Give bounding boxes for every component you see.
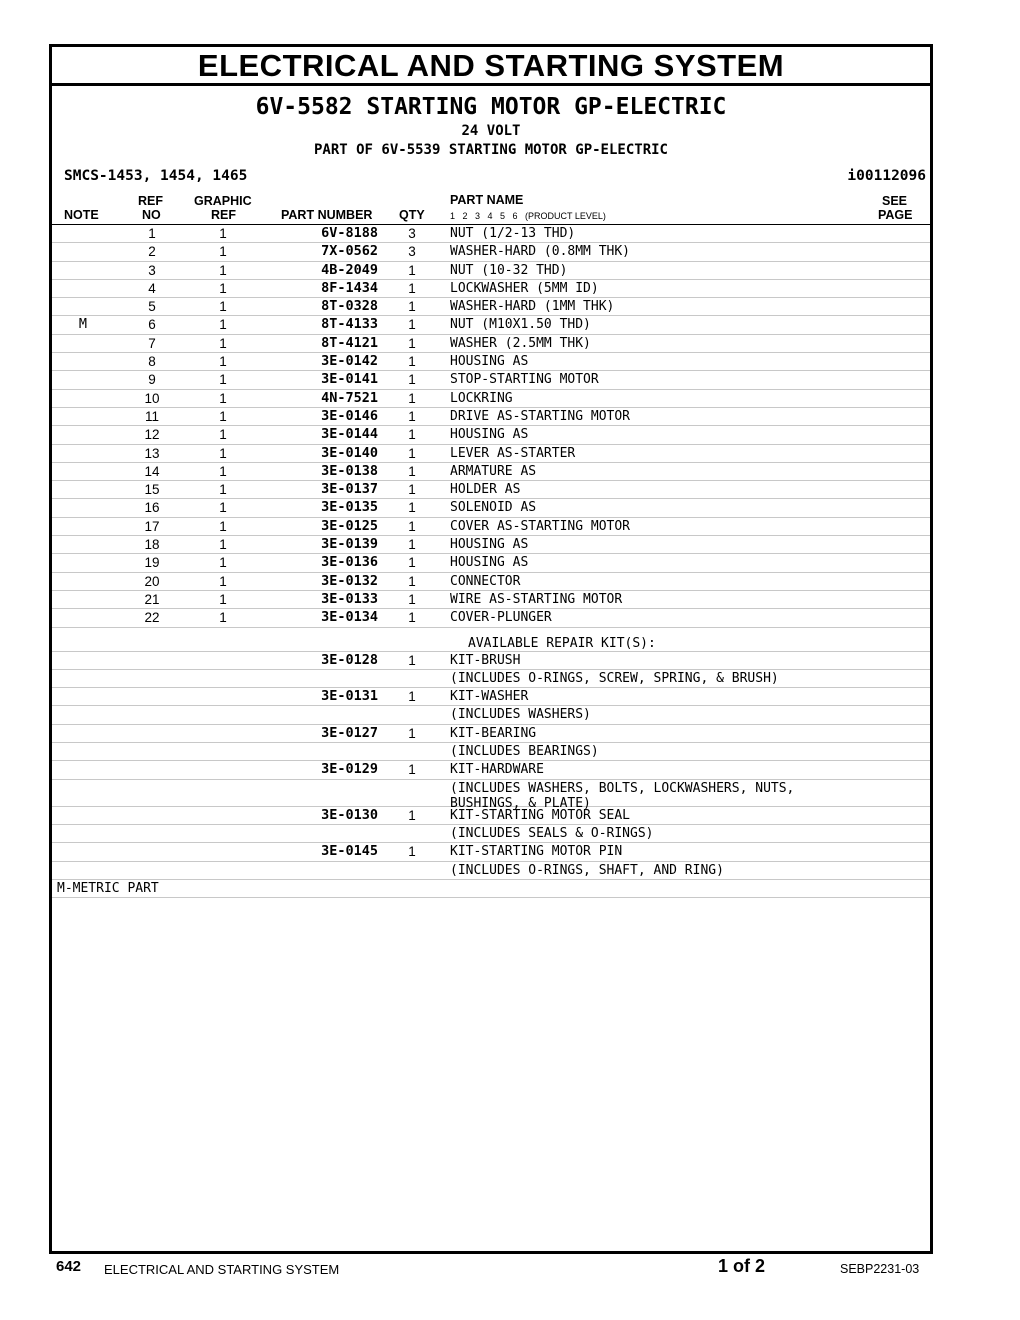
qty-cell: 1 — [408, 591, 416, 607]
repair-kits-heading: AVAILABLE REPAIR KIT(S): — [468, 635, 656, 651]
table-row — [52, 652, 930, 670]
ref-no-cell: 21 — [144, 591, 160, 607]
qty-cell: 1 — [408, 537, 416, 553]
part-number-cell: 3E-0136 — [321, 554, 378, 571]
graphic-ref-cell: 1 — [219, 573, 227, 589]
graphic-ref-cell: 1 — [219, 280, 227, 296]
table-row — [52, 316, 930, 334]
col-see-bottom: PAGE — [878, 208, 913, 222]
part-name-cell: HOLDER AS — [450, 482, 521, 498]
kit-includes-cell: (INCLUDES O-RINGS, SCREW, SPRING, & BRUSH) — [450, 670, 779, 686]
table-row — [52, 353, 930, 371]
graphic-ref-cell: 1 — [219, 555, 227, 571]
qty-cell: 1 — [408, 610, 416, 626]
table-row — [52, 298, 930, 316]
graphic-ref-cell: 1 — [219, 262, 227, 278]
part-name-cell: LOCKRING — [450, 390, 513, 406]
kit-part-number-cell: 3E-0130 — [321, 806, 378, 823]
part-name-cell: WIRE AS-STARTING MOTOR — [450, 591, 623, 607]
graphic-ref-cell: 1 — [219, 335, 227, 351]
ref-no-cell: 12 — [144, 427, 160, 443]
qty-cell: 1 — [408, 427, 416, 443]
kit-qty-cell: 1 — [408, 807, 416, 823]
graphic-ref-cell: 1 — [219, 482, 227, 498]
part-name-cell: NUT (M10X1.50 THD) — [450, 317, 591, 333]
kit-name-cell: KIT-STARTING MOTOR SEAL — [450, 807, 631, 823]
kit-qty-cell: 1 — [408, 844, 416, 860]
table-row — [52, 499, 930, 517]
col-qty: QTY — [399, 208, 425, 222]
note-cell: M — [78, 316, 88, 333]
table-row — [52, 243, 930, 261]
kit-qty-cell: 1 — [408, 689, 416, 705]
part-number-cell: 3E-0125 — [321, 517, 378, 534]
part-name-cell: COVER-PLUNGER — [450, 610, 552, 626]
part-name-cell: LOCKWASHER (5MM ID) — [450, 280, 599, 296]
part-number-cell: 8F-1434 — [321, 279, 378, 296]
qty-cell: 1 — [408, 482, 416, 498]
table-row — [52, 843, 930, 861]
ref-no-cell: 15 — [144, 482, 160, 498]
graphic-ref-cell: 1 — [219, 390, 227, 406]
part-number-cell: 3E-0141 — [321, 371, 378, 388]
part-name-cell: WASHER-HARD (1MM THK) — [450, 299, 615, 315]
qty-cell: 1 — [408, 518, 416, 534]
parts-table — [52, 225, 930, 898]
table-row — [52, 371, 930, 389]
kit-name-cell: KIT-WASHER — [450, 689, 529, 705]
kit-includes-cell: (INCLUDES WASHERS, BOLTS, LOCKWASHERS, NUTS, BUSHINGS, & PLATE) — [450, 780, 795, 811]
ref-no-cell: 14 — [144, 463, 160, 479]
kit-includes-cell: (INCLUDES SEALS & O-RINGS) — [450, 825, 654, 841]
part-name-cell: NUT (1/2-13 THD) — [450, 226, 576, 241]
col-product-level: 1 2 3 4 5 6 (PRODUCT LEVEL) — [450, 211, 606, 221]
table-row — [52, 880, 930, 898]
kit-includes-cell: (INCLUDES WASHERS) — [450, 707, 591, 723]
parts-page-frame — [49, 44, 933, 1254]
table-row — [52, 628, 930, 652]
qty-cell: 1 — [408, 280, 416, 296]
kit-part-number-cell: 3E-0128 — [321, 651, 378, 668]
kit-name-cell: KIT-BRUSH — [450, 652, 521, 668]
table-row — [52, 554, 930, 572]
graphic-ref-cell: 1 — [219, 317, 227, 333]
part-name-cell: CONNECTOR — [450, 573, 521, 589]
part-number-cell: 3E-0142 — [321, 353, 378, 370]
qty-cell: 1 — [408, 463, 416, 479]
table-row — [52, 573, 930, 591]
ref-no-cell: 9 — [148, 372, 156, 388]
table-row — [52, 518, 930, 536]
part-number-cell: 3E-0133 — [321, 590, 378, 607]
table-row — [52, 335, 930, 353]
col-graphic-bottom: REF — [211, 208, 236, 222]
kit-part-number-cell: 3E-0127 — [321, 724, 378, 741]
table-row — [52, 280, 930, 298]
ref-no-cell: 5 — [148, 299, 156, 315]
part-name-cell: DRIVE AS-STARTING MOTOR — [450, 408, 631, 424]
table-row — [52, 670, 930, 688]
ref-no-cell: 22 — [144, 610, 160, 626]
part-name-cell: NUT (10-32 THD) — [450, 262, 568, 278]
part-name-cell: STOP-STARTING MOTOR — [450, 372, 599, 388]
part-name-cell: WASHER-HARD (0.8MM THK) — [450, 244, 631, 260]
ref-no-cell: 11 — [144, 408, 159, 424]
kit-part-number-cell: 3E-0129 — [321, 761, 378, 778]
part-name-cell: HOUSING AS — [450, 555, 529, 571]
qty-cell: 3 — [408, 244, 416, 260]
graphic-ref-cell: 1 — [219, 445, 227, 461]
graphic-ref-cell: 1 — [219, 226, 227, 241]
part-name-cell: ARMATURE AS — [450, 463, 537, 479]
part-number-cell: 3E-0134 — [321, 609, 378, 626]
col-graphic-top: GRAPHIC — [194, 194, 252, 208]
ref-no-cell: 8 — [148, 354, 156, 370]
kit-part-number-cell: 3E-0145 — [321, 843, 378, 860]
footer-page-number: 642 — [56, 1258, 82, 1275]
part-number-cell: 3E-0137 — [321, 481, 378, 498]
kit-qty-cell: 1 — [408, 762, 416, 778]
part-name-cell: HOUSING AS — [450, 354, 529, 370]
part-number-cell: 3E-0135 — [321, 499, 378, 516]
table-row — [52, 807, 930, 825]
col-ref-bottom: NO — [142, 208, 161, 222]
col-ref-top: REF — [138, 194, 163, 208]
qty-cell: 1 — [408, 372, 416, 388]
graphic-ref-cell: 1 — [219, 408, 227, 424]
part-number-cell: 8T-0328 — [321, 298, 378, 315]
part-name-cell: LEVER AS-STARTER — [450, 445, 576, 461]
qty-cell: 1 — [408, 335, 416, 351]
part-number-cell: 3E-0139 — [321, 536, 378, 553]
ref-no-cell: 1 — [148, 226, 156, 241]
graphic-ref-cell: 1 — [219, 299, 227, 315]
graphic-ref-cell: 1 — [219, 518, 227, 534]
table-row — [52, 761, 930, 779]
qty-cell: 1 — [408, 408, 416, 424]
ref-no-cell: 4 — [148, 280, 156, 296]
col-note: NOTE — [64, 208, 99, 222]
group-title: 6V-5582 STARTING MOTOR GP-ELECTRIC — [255, 94, 727, 120]
metric-footnote: M-METRIC PART — [57, 880, 159, 896]
graphic-ref-cell: 1 — [219, 591, 227, 607]
table-row — [52, 862, 930, 880]
kit-includes-cell: (INCLUDES O-RINGS, SHAFT, AND RING) — [450, 862, 724, 878]
ref-no-cell: 7 — [148, 335, 156, 351]
part-name-cell: WASHER (2.5MM THK) — [450, 335, 591, 351]
footer-section: ELECTRICAL AND STARTING SYSTEM — [104, 1262, 340, 1277]
part-name-cell: SOLENOID AS — [450, 500, 537, 516]
qty-cell: 1 — [408, 390, 416, 406]
kit-name-cell: KIT-HARDWARE — [450, 762, 544, 778]
qty-cell: 1 — [408, 299, 416, 315]
qty-cell: 3 — [408, 226, 416, 241]
ref-no-cell: 13 — [144, 445, 160, 461]
table-row — [52, 725, 930, 743]
graphic-ref-cell: 1 — [219, 354, 227, 370]
col-part-name: PART NAME — [450, 193, 524, 207]
kit-name-cell: KIT-STARTING MOTOR PIN — [450, 844, 623, 860]
table-row — [52, 463, 930, 481]
part-number-cell: 3E-0132 — [321, 572, 378, 589]
table-row — [52, 536, 930, 554]
part-number-cell: 7X-0562 — [321, 243, 378, 260]
graphic-ref-cell: 1 — [219, 244, 227, 260]
ref-no-cell: 18 — [144, 537, 160, 553]
table-row — [52, 591, 930, 609]
part-number-cell: 4N-7521 — [321, 389, 378, 406]
ref-no-cell: 2 — [148, 244, 156, 260]
footer-sheet: 1 of 2 — [718, 1256, 766, 1276]
table-row — [52, 780, 930, 811]
qty-cell: 1 — [408, 317, 416, 333]
part-name-cell: HOUSING AS — [450, 537, 529, 553]
qty-cell: 1 — [408, 354, 416, 370]
graphic-ref-cell: 1 — [219, 537, 227, 553]
col-part-number: PART NUMBER — [281, 208, 373, 222]
ref-no-cell: 19 — [144, 555, 160, 571]
column-headers — [52, 192, 930, 225]
ref-no-cell: 17 — [144, 518, 160, 534]
part-of-label: PART OF 6V-5539 STARTING MOTOR GP-ELECTRIC — [313, 142, 668, 158]
ref-no-cell: 16 — [144, 500, 160, 516]
table-row — [52, 706, 930, 724]
graphic-ref-cell: 1 — [219, 463, 227, 479]
part-number-cell: 3E-0144 — [321, 426, 378, 443]
part-number-cell: 4B-2049 — [321, 261, 378, 278]
part-number-cell: 3E-0146 — [321, 407, 378, 424]
table-row — [52, 262, 930, 280]
table-row — [52, 408, 930, 426]
table-row — [52, 225, 930, 243]
table-row — [52, 825, 930, 843]
qty-cell: 1 — [408, 445, 416, 461]
graphic-ref-cell: 1 — [219, 427, 227, 443]
ref-no-cell: 3 — [148, 262, 156, 278]
part-name-cell: HOUSING AS — [450, 427, 529, 443]
voltage-label: 24 VOLT — [461, 123, 521, 139]
illustration-id: i00112096 — [847, 168, 926, 184]
part-number-cell: 3E-0138 — [321, 462, 378, 479]
smcs-codes: SMCS-1453, 1454, 1465 — [64, 168, 248, 184]
part-number-cell: 6V-8188 — [321, 225, 378, 241]
kit-qty-cell: 1 — [408, 725, 416, 741]
table-row — [52, 445, 930, 463]
table-row — [52, 481, 930, 499]
table-row — [52, 743, 930, 761]
part-number-cell: 8T-4121 — [321, 334, 378, 351]
graphic-ref-cell: 1 — [219, 500, 227, 516]
table-row — [52, 688, 930, 706]
qty-cell: 1 — [408, 262, 416, 278]
graphic-ref-cell: 1 — [219, 610, 227, 626]
table-row — [52, 426, 930, 444]
kit-includes-cell: (INCLUDES BEARINGS) — [450, 744, 599, 760]
table-row — [52, 390, 930, 408]
graphic-ref-cell: 1 — [219, 372, 227, 388]
col-see-top: SEE — [882, 194, 908, 208]
part-name-cell: COVER AS-STARTING MOTOR — [450, 518, 631, 534]
qty-cell: 1 — [408, 500, 416, 516]
ref-no-cell: 10 — [144, 390, 160, 406]
kit-name-cell: KIT-BEARING — [450, 725, 537, 741]
table-row — [52, 609, 930, 627]
footer-doc-number: SEBP2231-03 — [840, 1262, 920, 1276]
kit-part-number-cell: 3E-0131 — [321, 688, 378, 705]
qty-cell: 1 — [408, 555, 416, 571]
qty-cell: 1 — [408, 573, 416, 589]
page-title: ELECTRICAL AND STARTING SYSTEM — [52, 47, 930, 86]
ref-no-cell: 6 — [148, 317, 156, 333]
part-number-cell: 8T-4133 — [321, 316, 378, 333]
ref-no-cell: 20 — [144, 573, 160, 589]
kit-qty-cell: 1 — [408, 652, 416, 668]
part-number-cell: 3E-0140 — [321, 444, 378, 461]
